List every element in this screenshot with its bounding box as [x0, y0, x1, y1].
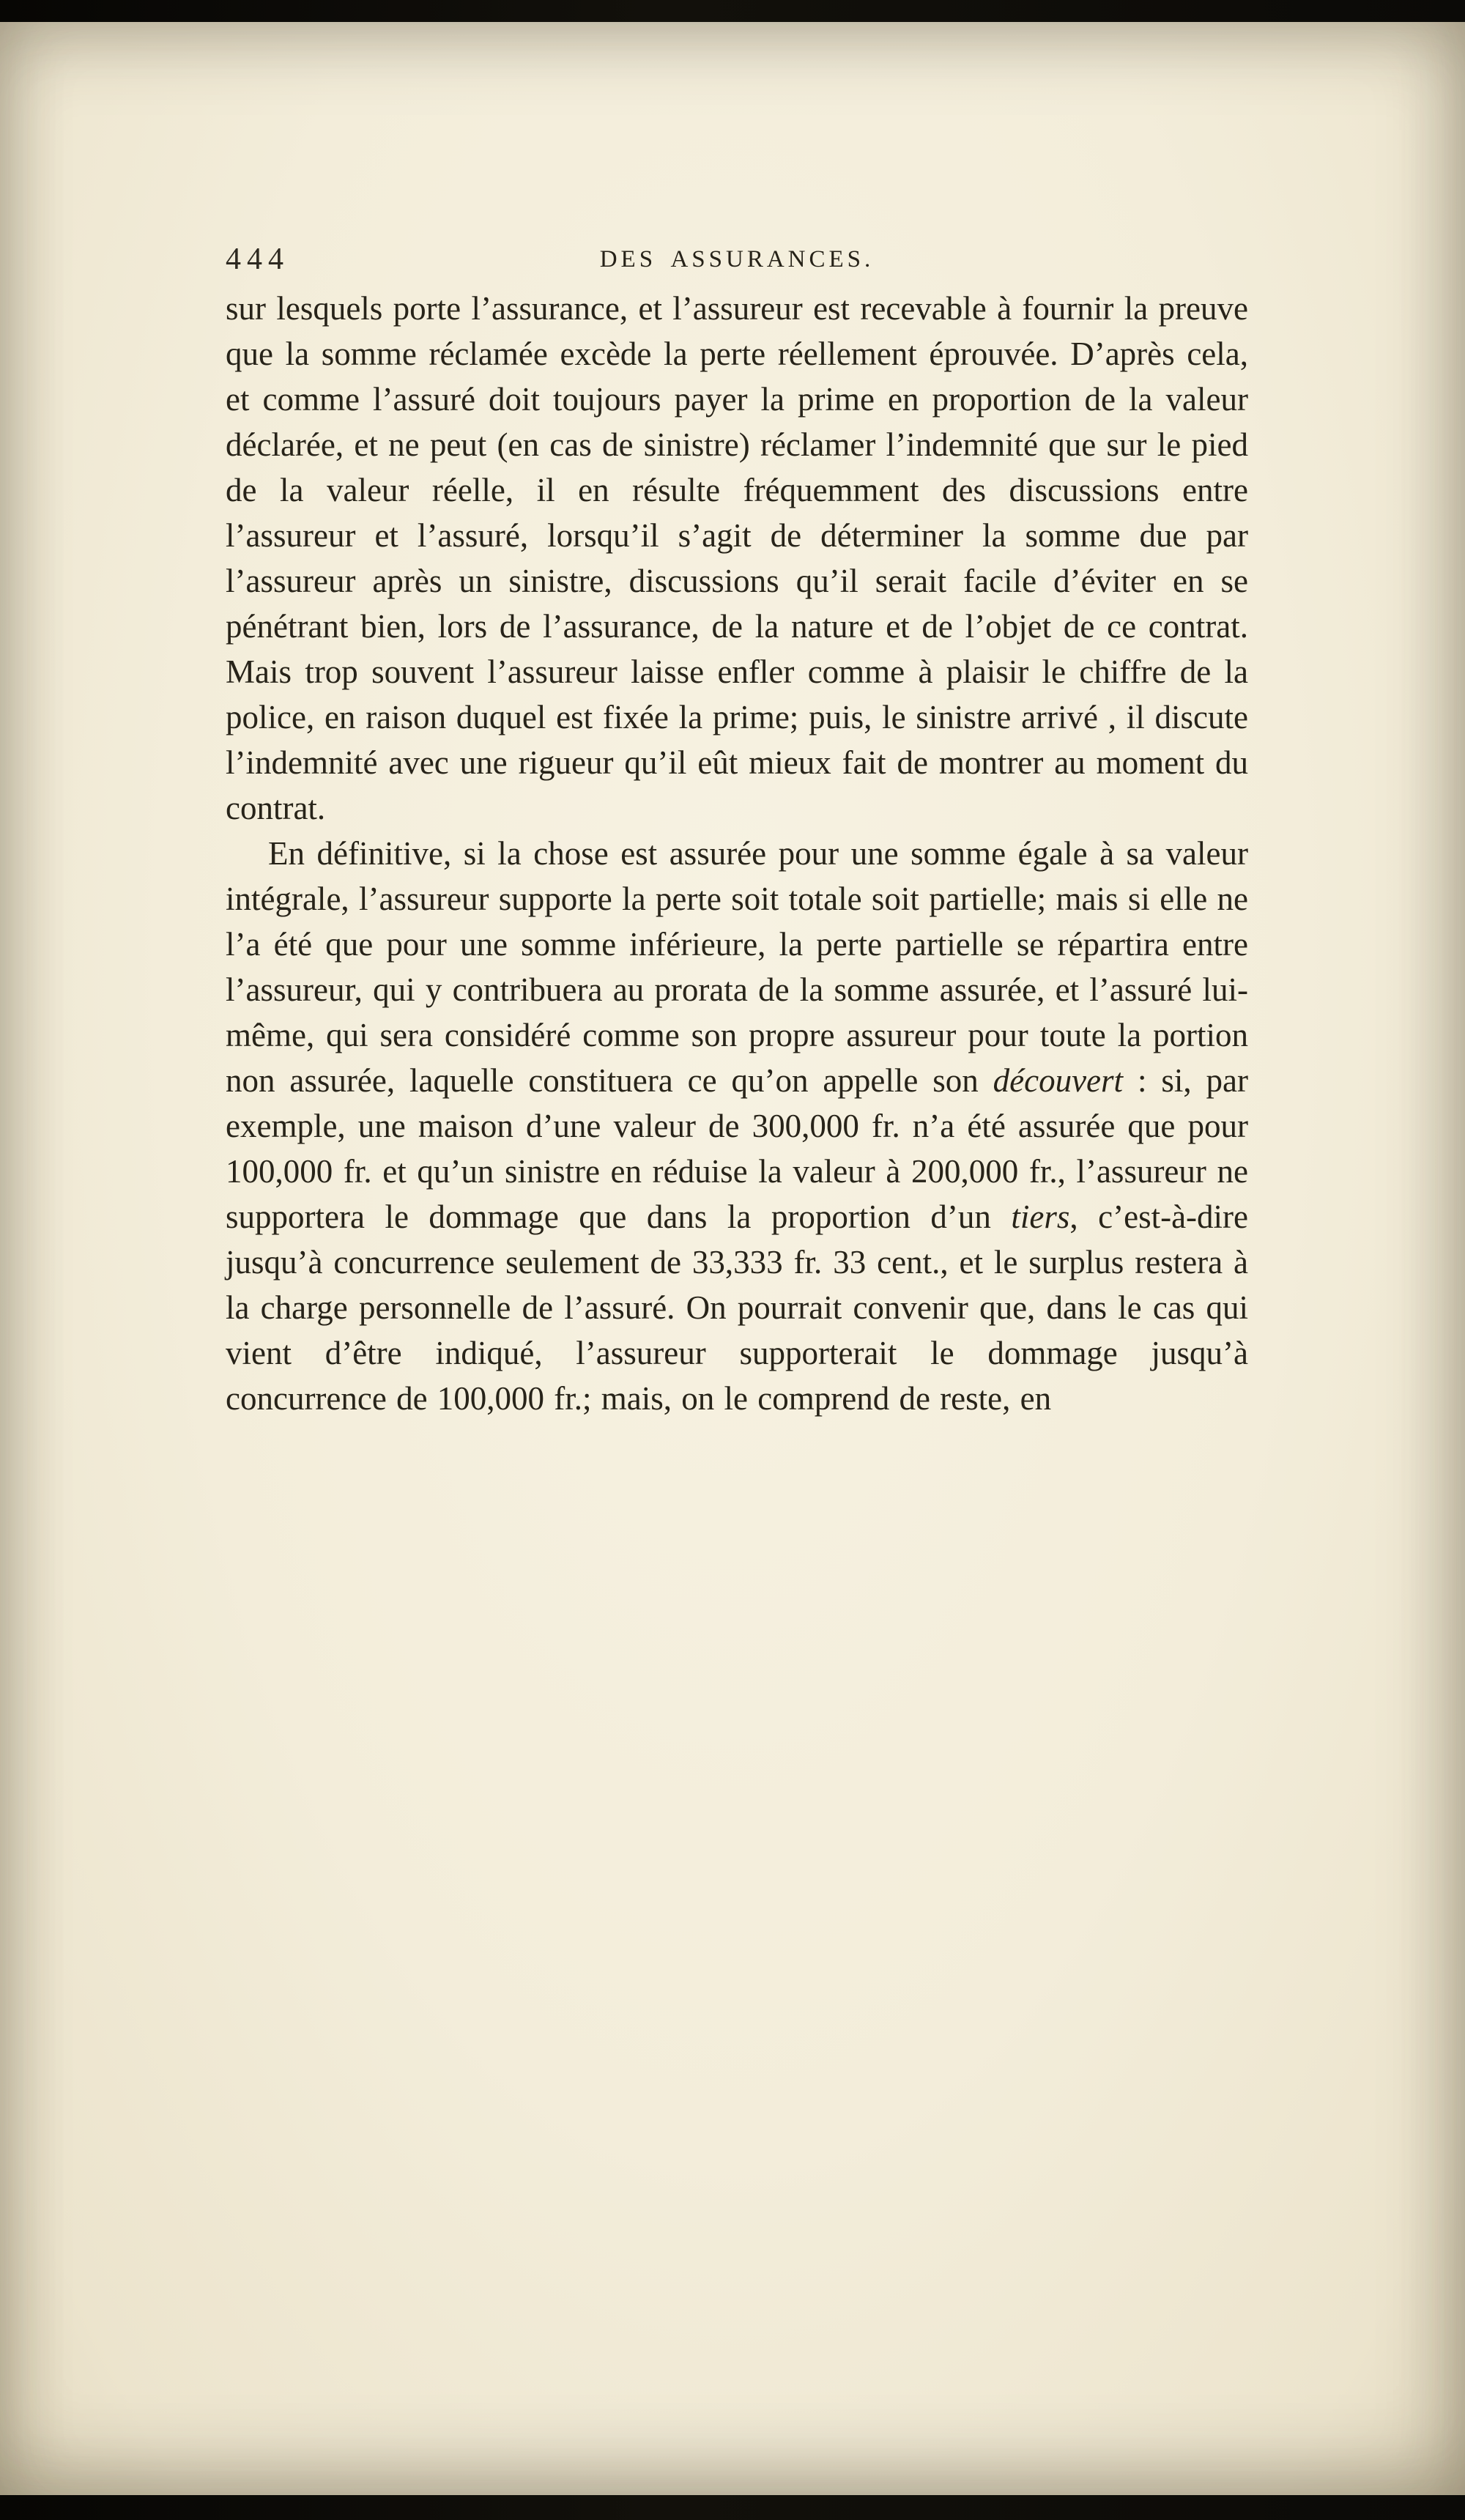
running-title: DES ASSURANCES. [599, 246, 875, 273]
italic-text-segment: découvert [993, 1062, 1124, 1099]
book-page [0, 22, 1465, 2495]
paragraph [226, 831, 1248, 1421]
text-segment: En définitive, si la chose est assurée pour une somme égale à sa valeur intégrale, l’assureur supporte la perte soit totale soit partielle; mais si elle ne l’a été que pour une somme inférieure, la perte partielle se répartira entre l’assureur, qui y contribuera au prorata de la somme assurée, et l’assuré lui-même, qui sera considéré comme son propre assureur pour toute la portion non assurée, laquelle constituera ce qu’on appelle son [226, 835, 1248, 1099]
scan-edge-top [0, 0, 1465, 22]
page-content [226, 236, 1248, 1421]
italic-text-segment: tiers [1011, 1198, 1070, 1235]
text-segment: sur lesquels porte l’assurance, et l’assureur est recevable à fournir la preuve que la somme réclamée excède la perte réellement éprouvée. D’après cela, et comme l’assuré doit toujours payer la prime en proportion de la valeur déclarée, et ne peut (en cas de sinistre) réclamer l’indemnité que sur le pied de la valeur réelle, il en résulte fréquemment des discussions entre l’assureur et l’assuré, lorsqu’il s’agit de déterminer la somme due par l’assureur après un sinistre, discussions qu’il serait facile d’éviter en se pénétrant bien, lors de l’assurance, de la nature et de l’objet de ce contrat. Mais trop souvent l’assureur laisse enfler comme à plaisir le chiffre de la police, en raison duquel est fixée la prime; puis, le sinistre arrivé , il discute l’indemnité avec une rigueur qu’il eût mieux fait de montrer au moment du contrat. [226, 290, 1248, 826]
page-number: 444 [226, 242, 289, 276]
scan-edge-bottom [0, 2495, 1465, 2520]
paragraph [226, 286, 1248, 831]
page-header [226, 236, 1248, 283]
text-segment: , c’est-à-dire jusqu’à concurrence seulement de 33,333 fr. 33 cent., et le surplus restera à la charge personnelle de l’assuré. On pourrait convenir que, dans le cas qui vient d’être indiqué, l’assureur supporterait le dommage jusqu’à concurrence de 100,000 fr.; mais, on le comprend de reste, en [226, 1198, 1248, 1417]
text-segment: : si, par exemple, une maison d’une valeur de 300,000 fr. n’a été assurée que pour 100,000 fr. et qu’un sinistre en réduise la valeur à 200,000 fr., l’assureur ne supportera le dommage que dans la proportion d’un [226, 1062, 1248, 1235]
page-body [226, 286, 1248, 1421]
